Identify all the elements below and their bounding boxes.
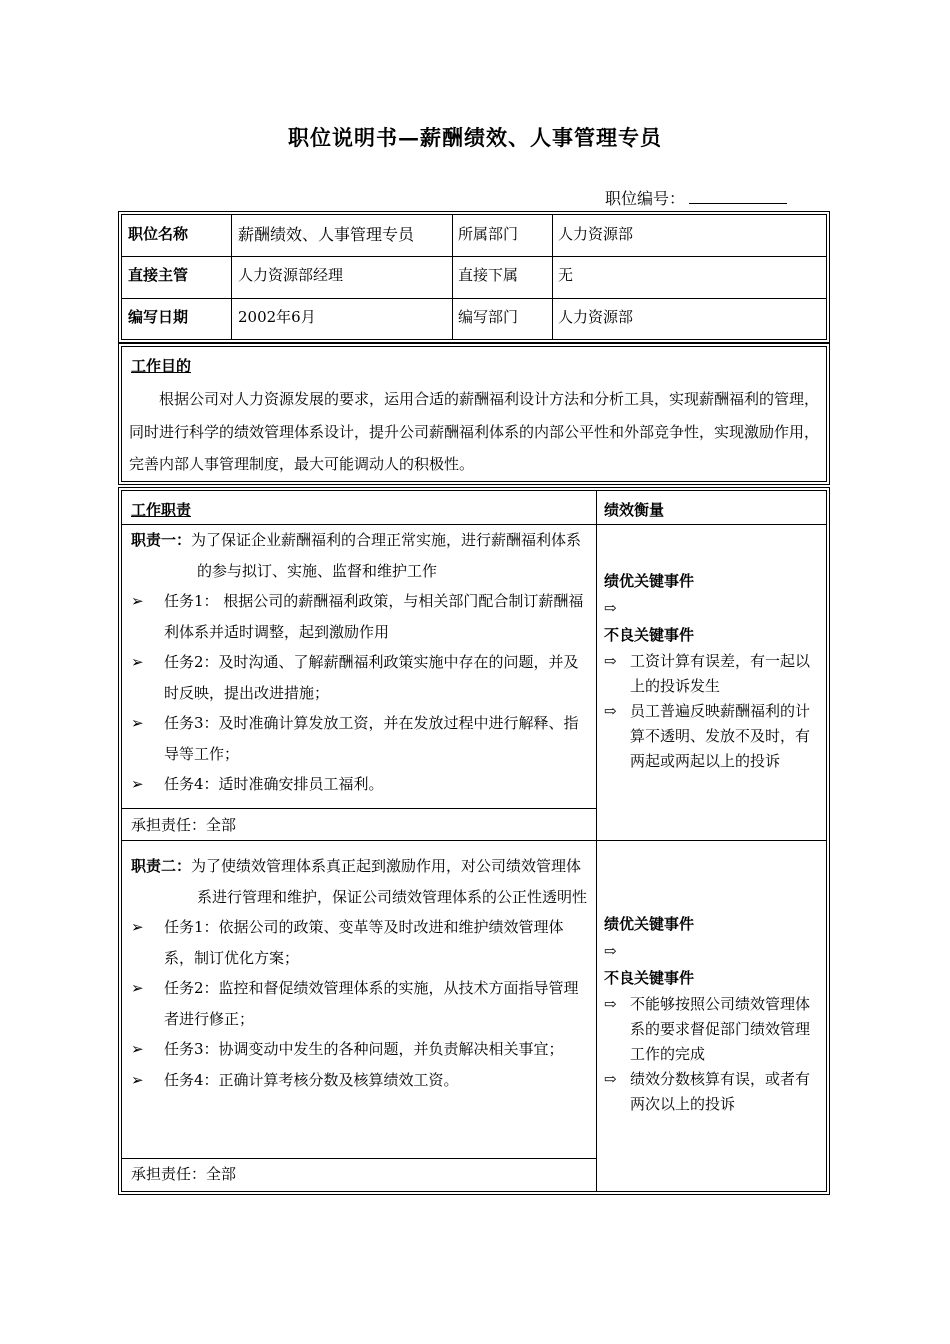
- excellent-events-heading: 绩优关键事件: [604, 915, 695, 933]
- task-item: ➢ 任务1： 根据公司的薪酬福利政策，与相关部门配合制订薪酬福利体系并适时调整，起到激励作用: [131, 586, 590, 647]
- purpose-heading: 工作目的: [131, 357, 192, 375]
- position-number-blank: [689, 189, 787, 204]
- label-subordinates: 直接下属: [458, 266, 519, 284]
- duty-2: [131, 851, 590, 1095]
- value-position-name: 薪酬绩效、人事管理专员: [238, 225, 415, 244]
- duties-table: [121, 490, 827, 1192]
- arrow-right-icon: ⇨: [604, 599, 617, 617]
- arrow-right-icon: ⇨: [604, 702, 617, 720]
- bullet-arrow-icon: ➢: [131, 979, 144, 997]
- task-item: ➢ 任务2：及时沟通、了解薪酬福利政策实施中存在的问题，并及时反映，提出改进措施；: [131, 647, 590, 708]
- label-department: 所属部门: [458, 225, 519, 243]
- bullet-arrow-icon: ➢: [131, 653, 144, 671]
- bullet-arrow-icon: ➢: [131, 775, 144, 793]
- label-written-department: 编写部门: [458, 308, 519, 326]
- purpose-text: 根据公司对人力资源发展的要求，运用合适的薪酬福利设计方法和分析工具，实现薪酬福利的管理，同时进行科学的绩效管理体系设计，提升公司薪酬福利体系的内部公平性和外部竞争性，实现激励作用，完善内部人事管理制度，最大可能调动人的积极性。: [129, 390, 820, 473]
- arrow-right-icon: ⇨: [604, 1070, 617, 1088]
- bullet-arrow-icon: ➢: [131, 592, 144, 610]
- bullet-arrow-icon: ➢: [131, 1070, 144, 1089]
- info-table: [121, 214, 827, 340]
- bullet-arrow-icon: ➢: [131, 1040, 144, 1058]
- bullet-arrow-icon: ➢: [131, 714, 144, 732]
- bullet-arrow-icon: ➢: [131, 918, 144, 936]
- duty-1-label: 职责一：: [131, 531, 192, 549]
- kpi-item: ⇨ 绩效分数核算有误，或者有两次以上的投诉: [604, 1067, 822, 1117]
- label-written-date: 编写日期: [128, 308, 189, 326]
- kpi-item: ⇨ 工资计算有误差，有一起以上的投诉发生: [604, 649, 822, 699]
- duty-1-responsibility: 承担责任：全部: [131, 816, 237, 834]
- label-position-name: 职位名称: [128, 225, 189, 243]
- task-item: ➢ 任务3：协调变动中发生的各种问题，并负责解决相关事宜；: [131, 1034, 590, 1065]
- kpi-heading: 绩效衡量: [604, 501, 665, 519]
- excellent-events-heading: 绩优关键事件: [604, 572, 695, 590]
- duties-heading: 工作职责: [131, 501, 192, 519]
- duty-2-label: 职责二：: [131, 857, 192, 875]
- task-item: ➢ 任务2：监控和督促绩效管理体系的实施，从技术方面指导管理者进行修正；: [131, 973, 590, 1034]
- value-department: 人力资源部: [558, 225, 634, 243]
- label-supervisor: 直接主管: [128, 266, 189, 284]
- kpi-item: ⇨ 员工普遍反映薪酬福利的计算不透明、发放不及时，有两起或两起以上的投诉: [604, 699, 822, 774]
- document-title: 职位说明书—薪酬绩效、人事管理专员: [288, 125, 662, 150]
- kpi-item: ⇨ 不能够按照公司绩效管理体系的要求督促部门绩效管理工作的完成: [604, 992, 822, 1067]
- value-written-date: 2002年6月: [238, 308, 316, 326]
- task-item: ➢ 任务4：正确计算考核分数及核算绩效工资。: [131, 1065, 590, 1096]
- arrow-right-icon: ⇨: [604, 942, 617, 960]
- duty-1-text: 为了保证企业薪酬福利的合理正常实施，进行薪酬福利体系的参与拟订、实施、监督和维护工作: [191, 531, 582, 580]
- duty-2-kpi: [604, 911, 822, 1117]
- bad-events-heading: 不良关键事件: [604, 969, 695, 987]
- duty-2-text: 为了使绩效管理体系真正起到激励作用，对公司绩效管理体系进行管理和维护，保证公司绩效管理体系的公正性透明性: [191, 857, 588, 906]
- position-number-label: 职位编号：: [605, 189, 686, 208]
- value-written-department: 人力资源部: [558, 308, 634, 326]
- task-item: ➢ 任务1：依据公司的政策、变革等及时改进和维护绩效管理体系，制订优化方案；: [131, 912, 590, 973]
- value-supervisor: 人力资源部经理: [238, 266, 344, 284]
- duty-1-kpi: [604, 568, 822, 774]
- task-item: ➢ 任务4：适时准确安排员工福利。: [131, 769, 590, 800]
- arrow-right-icon: ⇨: [604, 652, 617, 670]
- position-number: [605, 186, 787, 209]
- bad-events-heading: 不良关键事件: [604, 626, 695, 644]
- task-item: ➢ 任务3：及时准确计算发放工资，并在发放过程中进行解释、指导等工作；: [131, 708, 590, 769]
- arrow-right-icon: ⇨: [604, 995, 617, 1013]
- duty-2-responsibility: 承担责任：全部: [131, 1165, 237, 1183]
- duty-1: [131, 525, 590, 800]
- value-subordinates: 无: [558, 266, 574, 284]
- purpose-section: [121, 346, 827, 482]
